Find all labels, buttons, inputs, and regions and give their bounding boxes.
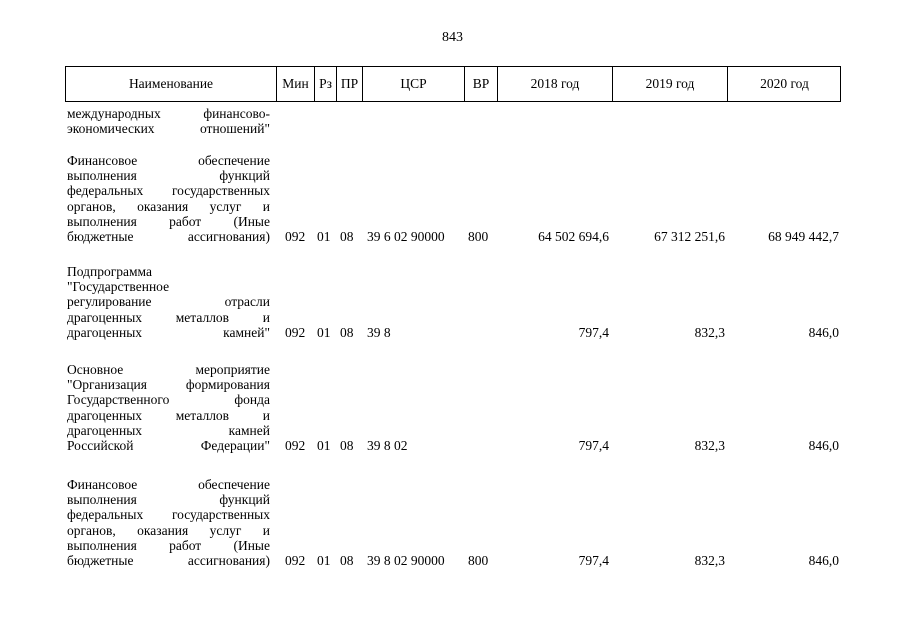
row-csr: 39 8 02: [367, 438, 408, 453]
row-min: 092: [285, 324, 306, 340]
row-rz: 01: [317, 553, 331, 568]
row-name-line: Государственного фонда: [67, 392, 270, 408]
row-name-line: экономических отношений": [67, 121, 270, 137]
row-name: [67, 477, 270, 568]
header-2018: 2018 год: [498, 67, 613, 101]
header-vr: ВР: [465, 67, 498, 101]
header-2019: 2019 год: [613, 67, 728, 101]
row-csr: 39 6 02 90000: [367, 229, 445, 244]
row-name-line: выполнения работ (Иные: [67, 213, 270, 229]
row-name-line: выполнения функций: [67, 168, 270, 184]
row-2019: 832,3: [694, 324, 725, 340]
row-name-line: драгоценных металлов и: [67, 309, 270, 325]
row-name-line: драгоценных камней": [67, 324, 270, 340]
row-vr: 800: [468, 229, 489, 244]
row-name: [67, 153, 270, 244]
row-name-line: драгоценных металлов и: [67, 407, 270, 423]
row-2018: 797,4: [578, 438, 609, 453]
header-pr: ПР: [337, 67, 363, 101]
row-name-line: "Государственное: [67, 279, 170, 295]
row-name-line: Российской Федерации": [67, 438, 270, 454]
header-min: Мин: [277, 67, 315, 101]
row-2018: 64 502 694,6: [538, 229, 609, 244]
row-name-line: регулирование отрасли: [67, 294, 270, 310]
header-rz: Рз: [315, 67, 337, 101]
row-2019: 832,3: [694, 438, 725, 453]
row-name-line: органов, оказания услуг и: [67, 198, 270, 214]
row-name-line: бюджетные ассигнования): [67, 553, 270, 569]
row-name-line: органов, оказания услуг и: [67, 522, 270, 538]
row-min: 092: [285, 438, 306, 453]
row-2019: 832,3: [694, 553, 725, 568]
row-name: [67, 264, 270, 340]
row-pr: 08: [340, 438, 354, 453]
row-name-line: Финансовое обеспечение: [67, 153, 270, 168]
row-name-line: Подпрограмма: [67, 264, 152, 279]
header-2020: 2020 год: [760, 76, 809, 91]
row-name: [67, 362, 270, 453]
row-2019: 67 312 251,6: [654, 229, 725, 244]
row-2020: 846,0: [808, 438, 839, 453]
row-rz: 01: [317, 438, 331, 453]
row-name-line: Финансовое обеспечение: [67, 477, 270, 492]
row-pr: 08: [340, 324, 354, 340]
row-name-line: федеральных государственных: [67, 507, 270, 523]
header-csr: ЦСР: [363, 67, 465, 101]
row-name-line: международных финансово-: [67, 106, 270, 121]
row-name-line: драгоценных камней: [67, 422, 270, 438]
row-2020: 846,0: [808, 553, 839, 568]
row-name-line: выполнения работ (Иные: [67, 537, 270, 553]
row-csr: 39 8: [367, 324, 391, 340]
row-min: 092: [285, 553, 306, 568]
row-csr: 39 8 02 90000: [367, 553, 445, 568]
page-number: 843: [442, 30, 463, 45]
row-2018: 797,4: [578, 553, 609, 568]
row-vr: 800: [468, 553, 489, 568]
row-2020: 68 949 442,7: [768, 229, 839, 244]
row-rz: 01: [317, 324, 331, 340]
row-name: [67, 106, 270, 136]
table-header: [65, 66, 841, 102]
header-name: Наименование: [66, 67, 277, 101]
row-name-line: выполнения функций: [67, 492, 270, 508]
row-min: 092: [285, 229, 306, 244]
row-pr: 08: [340, 553, 354, 568]
row-rz: 01: [317, 229, 331, 244]
row-name-line: Основное мероприятие: [67, 362, 270, 377]
row-name-line: "Организация формирования: [67, 377, 270, 393]
row-2018: 797,4: [578, 324, 609, 340]
row-pr: 08: [340, 229, 354, 244]
row-2020: 846,0: [808, 324, 839, 340]
row-name-line: федеральных государственных: [67, 183, 270, 199]
row-name-line: бюджетные ассигнования): [67, 229, 270, 245]
